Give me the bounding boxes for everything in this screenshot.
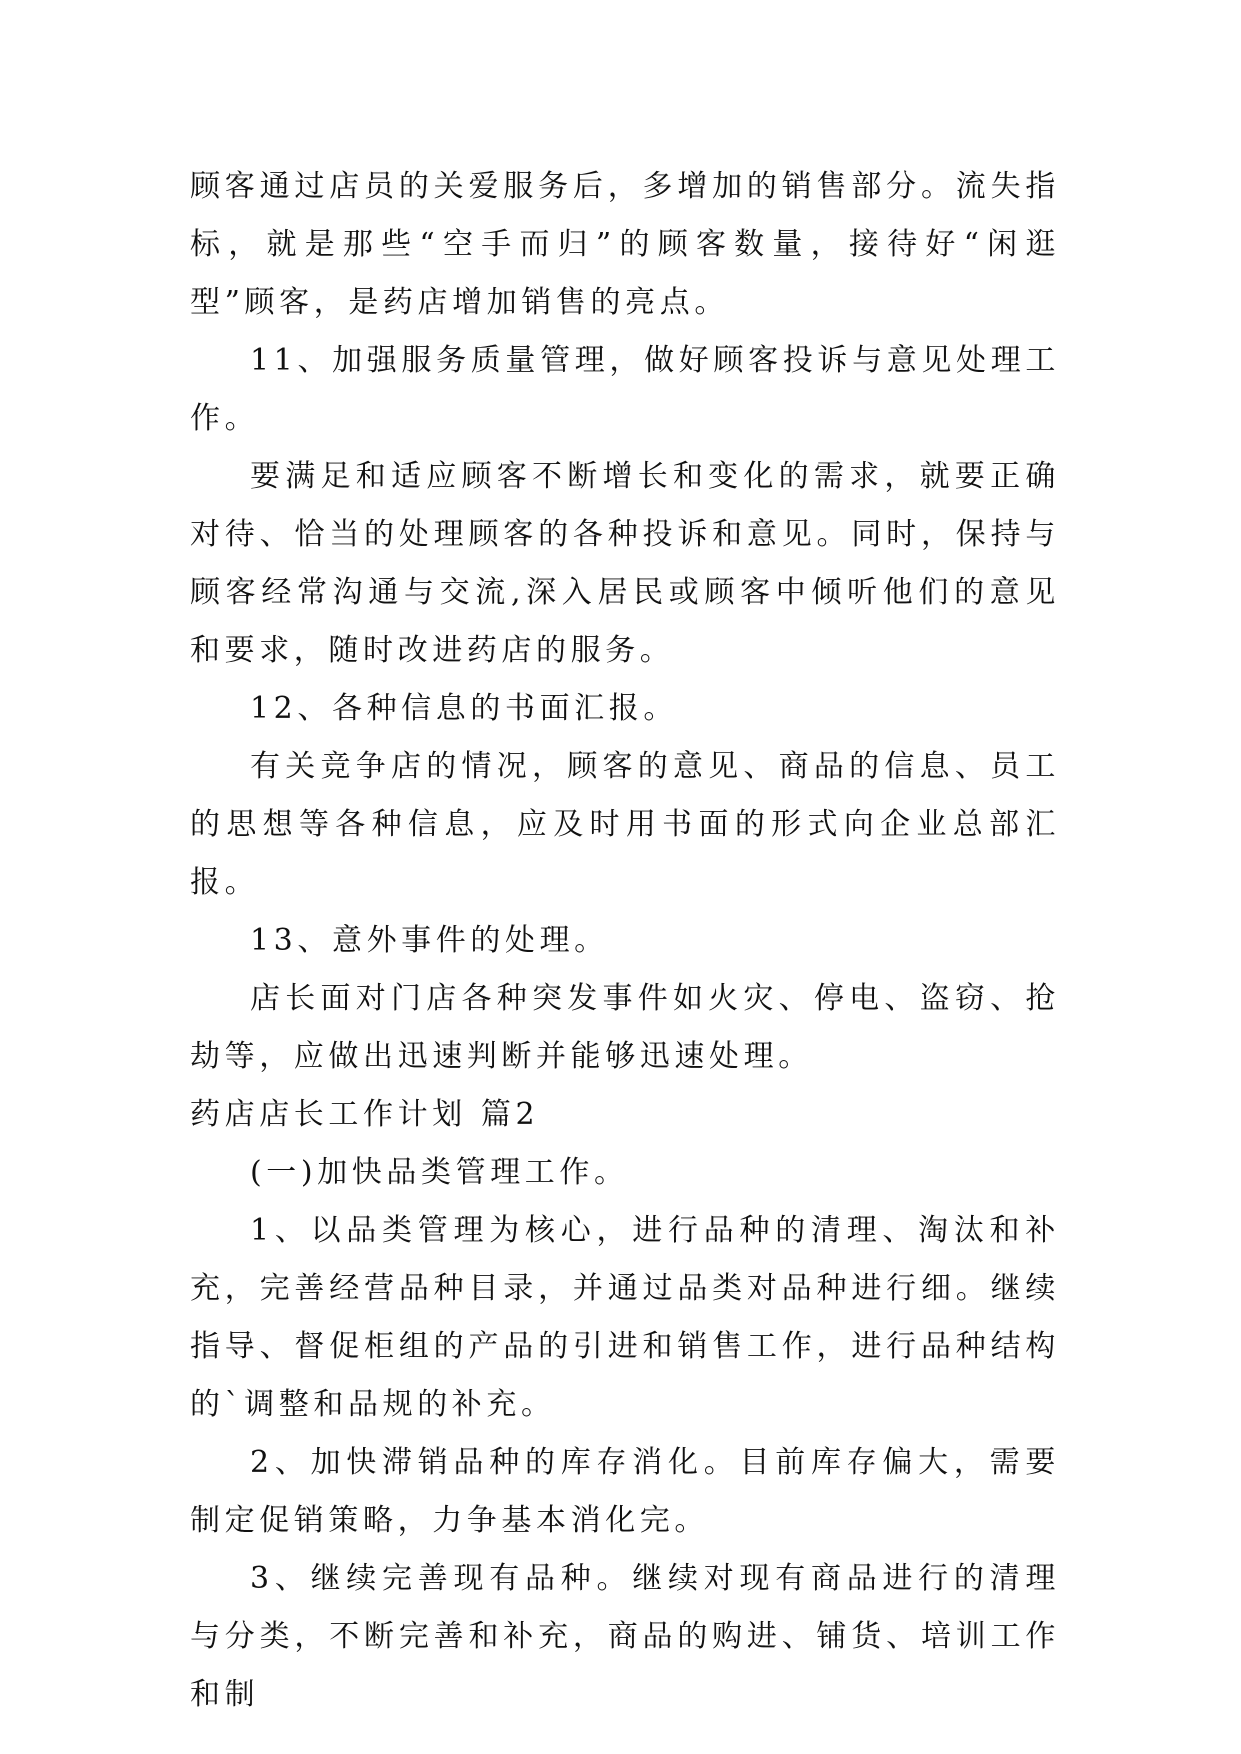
paragraph: 有关竞争店的情况，顾客的意见、商品的信息、员工的思想等各种信息，应及时用书面的形式向企业总部汇报。 <box>190 749 1060 900</box>
section-item-13: 13、意外事件的处理。 <box>250 923 609 958</box>
paragraph: 3、继续完善现有品种。继续对现有商品进行的清理与分类，不断完善和补充，商品的购进、铺货、培训工作和制 <box>190 1561 1060 1712</box>
paragraph: 2、加快滞销品种的库存消化。目前库存偏大，需要制定促销策略，力争基本消化完。 <box>190 1445 1060 1538</box>
section-item-11: 11、加强服务质量管理，做好顾客投诉与意见处理工作。 <box>190 343 1060 436</box>
paragraph: 店长面对门店各种突发事件如火灾、停电、盗窃、抢劫等，应做出迅速判断并能够迅速处理。 <box>190 981 1060 1074</box>
subsection-heading: (一)加快品类管理工作。 <box>250 1155 629 1190</box>
paragraph: 顾客通过店员的关爱服务后，多增加的销售部分。流失指标，就是那些“空手而归”的顾客数量，接待好“闲逛型”顾客，是药店增加销售的亮点。 <box>190 169 1060 320</box>
section-heading: 药店店长工作计划 篇2 <box>190 1097 540 1132</box>
section-item-12: 12、各种信息的书面汇报。 <box>250 691 678 726</box>
paragraph: 要满足和适应顾客不断增长和变化的需求，就要正确对待、恰当的处理顾客的各种投诉和意见。同时，保持与顾客经常沟通与交流,深入居民或顾客中倾听他们的意见和要求，随时改进药店的服务。 <box>190 459 1060 668</box>
document-body <box>190 158 1060 1724</box>
paragraph: 1、以品类管理为核心，进行品种的清理、淘汰和补充，完善经营品种目录，并通过品类对品种进行细。继续指导、督促柜组的产品的引进和销售工作，进行品种结构的`调整和品规的补充。 <box>190 1213 1060 1422</box>
